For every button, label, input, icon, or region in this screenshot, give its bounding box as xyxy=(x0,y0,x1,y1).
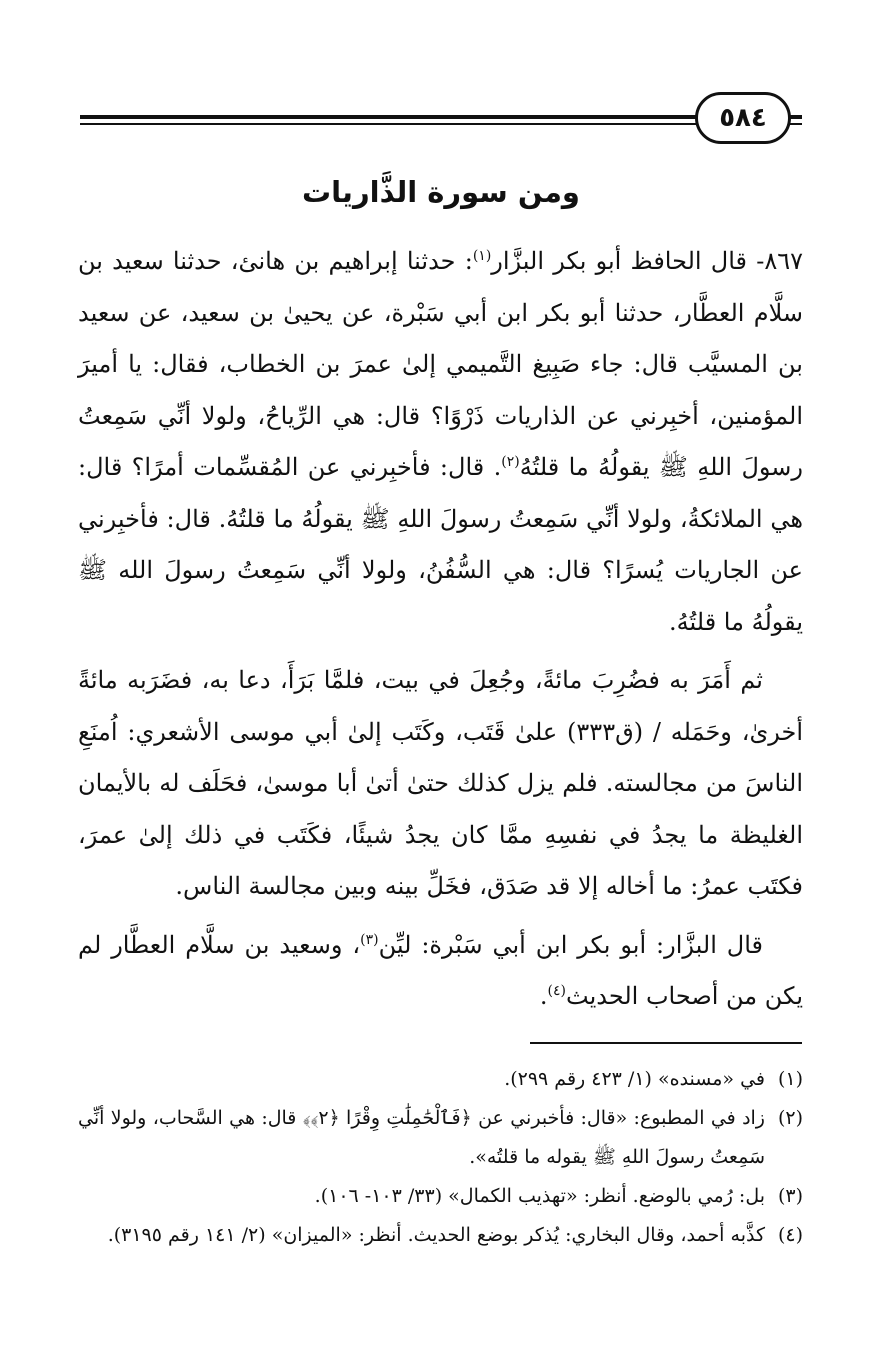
hadith-text-3a: قال البزَّار: أبو بكر ابن أبي سَبْرة: ليِّن xyxy=(378,930,764,959)
footnote-number: (٣) xyxy=(777,1185,803,1207)
footnote-number: (٤) xyxy=(777,1224,803,1246)
footnote-text: بل: رُمي بالوضع. أنظر: «تهذيب الكمال» (٣٣/ ١٠٣- ١٠٦). xyxy=(314,1185,765,1207)
footnote-number: (١) xyxy=(777,1068,803,1090)
hadith-text-3b: ، وسعيد بن سلَّام العطَّار لم يكن من أصحاب الحديث xyxy=(78,930,803,1010)
footnotes xyxy=(78,1060,803,1255)
hadith-paragraph-2: ثم أَمَرَ به فضُرِبَ مائةً، وجُعِلَ في بيت، فلمَّا بَرَأَ، دعا به، فضَرَبه مائةً أخرىٰ، وحَمَله / (ق٣٣٣) علىٰ قَتَب، وكَتَب إلىٰ أبي موسى الأشعري: اُمنَعِ الناسَ من مجالسته. فلم يزل كذلك حتىٰ أتىٰ أبا موسىٰ، فحَلَف له بالأيمان الغليظة ما يجدُ في نفسِهِ ممَّا كان يجدُ شيئًا، فكَتَب في ذلك إلىٰ عمرَ، فكتَب عمرُ: ما أخاله إلا قد صَدَق، فخَلِّ بينه وبين مجالسة الناس. xyxy=(78,666,803,900)
footnote-1 xyxy=(78,1060,803,1099)
footnote-ref-4: (٤) xyxy=(547,983,567,999)
footnote-text: كذَّبه أحمد، وقال البخاري: يُذكر بوضع الحديث. أنظر: «الميزان» (٢/ ١٤١ رقم ٣١٩٥). xyxy=(107,1224,765,1246)
page-number-badge xyxy=(695,92,791,144)
footnote-3 xyxy=(78,1177,803,1216)
hadith-paragraph-1 xyxy=(78,236,803,648)
header-rule-thick xyxy=(80,115,802,119)
footnote-ref-1: (١) xyxy=(472,248,492,264)
footnote-separator xyxy=(530,1042,802,1044)
hadith-number: ٨٦٧- xyxy=(756,247,804,275)
footnote-4 xyxy=(78,1216,803,1255)
footnote-text: في «مسنده» (١/ ٤٢٣ رقم ٢٩٩). xyxy=(504,1068,765,1090)
footnote-2 xyxy=(78,1099,803,1177)
header-rule-thin xyxy=(80,123,802,125)
hadith-paragraph-3 xyxy=(78,920,803,1023)
hadith-text-1a: قال الحافظ أبو بكر البزَّار xyxy=(491,247,748,275)
main-text xyxy=(78,236,803,1030)
footnote-ref-3: (٣) xyxy=(360,931,379,948)
surah-title: ومن سورة الذَّاريات xyxy=(302,175,580,209)
footnote-text: زاد في المطبوع: «قال: فأخبرني عن ﴿فَٱلْحَٰمِلَٰتِ وِقْرًا ﴿٢﴾﴾ قال: هي السَّحاب، ولولا أنِّي سَمِعتُ رسولَ اللهِ ﷺ يقوله ما قلتُه». xyxy=(78,1107,765,1168)
hadith-text-1c: . قال: فأخبِرني عن المُقسِّمات أمرًا؟ قال: هي الملائكةُ، ولولا أنِّي سَمِعتُ رسولَ اللهِ ﷺ يقولُهُ ما قلتُهُ. قال: فأخبِرني عن الجاريات يُسرًا؟ قال: هي السُّفُنُ، ولولا أنِّي سَمِعتُ رسولَ الله ﷺ يقولُهُ ما قلتُهُ. xyxy=(78,453,803,636)
hadith-text-1b: : حدثنا إبراهيم بن هانئ، حدثنا سعيد بن سلَّام العطَّار، حدثنا أبو بكر ابن أبي سَبْرة، عن يحيىٰ بن سعيد، عن سعيد بن المسيَّب قال: جاء صَبِيغ التَّميمي إلىٰ عمرَ بن الخطاب، فقال: يا أميرَ المؤمنين، أخبِرني عن الذاريات ذَرْوًا؟ قال: هي الرِّياحُ، ولولا أنِّي سَمِعتُ رسولَ اللهِ ﷺ يقولُهُ ما قلتُهُ xyxy=(78,247,803,481)
hadith-text-3c: . xyxy=(539,982,548,1010)
footnote-ref-2: (٢) xyxy=(501,454,520,470)
footnote-number: (٢) xyxy=(777,1107,803,1129)
page-number: ٥٨٤ xyxy=(719,103,767,133)
